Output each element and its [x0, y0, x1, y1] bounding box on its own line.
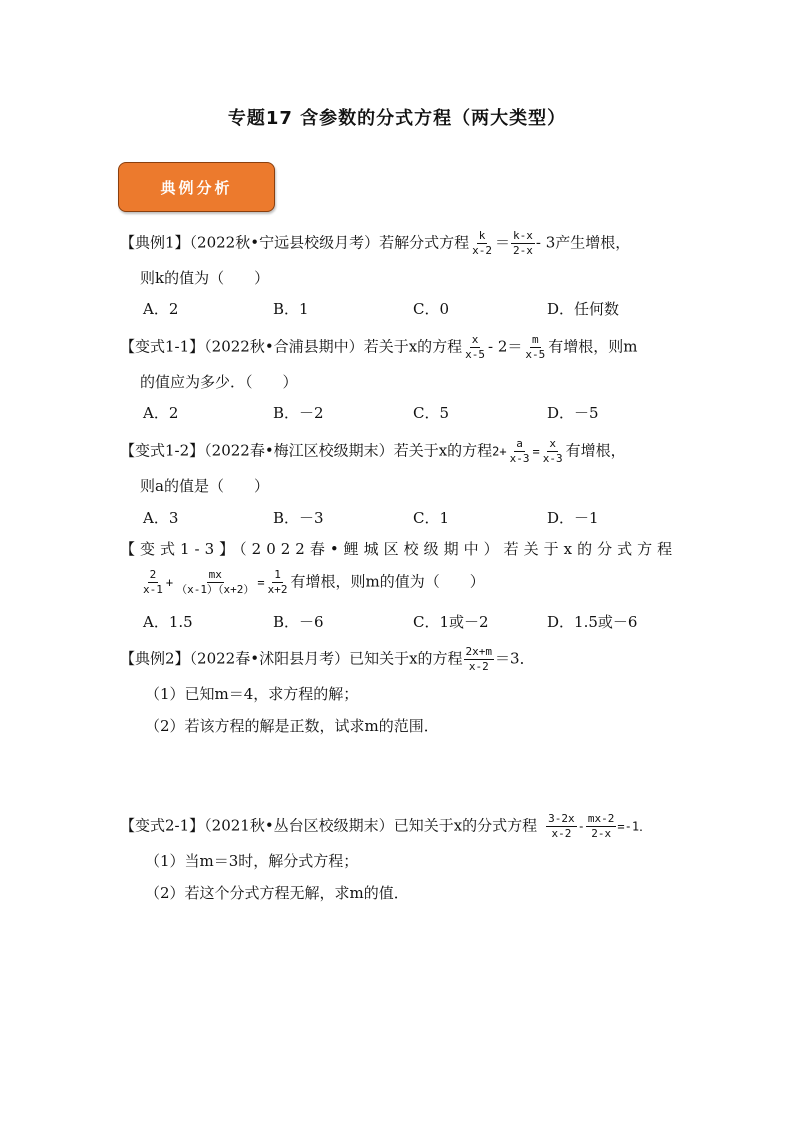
numerator: a — [516, 437, 523, 450]
example-2-source: （2022春•沭阳县月考） — [189, 649, 350, 668]
denominator: x+2 — [267, 583, 288, 596]
fraction — [464, 645, 495, 674]
variant-1-1-question: 的值应为多少．（ ） — [140, 373, 298, 391]
variant-1-2-text: 若关于x的方程 — [393, 441, 493, 460]
option-c: C．1 — [413, 509, 450, 527]
variant-2-1-part-1: （1）当m＝3时，解分式方程； — [145, 852, 359, 870]
equals-sign: ＝ — [494, 233, 510, 252]
numerator: 3-2x — [548, 812, 575, 825]
denominator: 2-x — [512, 244, 533, 257]
variant-2-1-tail: =-1． — [617, 819, 652, 834]
numerator: k-x — [512, 229, 533, 242]
option-b: B．－6 — [273, 613, 324, 631]
option-b: B．－3 — [273, 509, 324, 527]
option-a: A．2 — [143, 404, 179, 422]
variant-1-3-stem: 【变式1-3】（2022春•鲤城区校级期中）若关于x的分式方程 — [120, 540, 678, 558]
option-c: C．0 — [413, 300, 450, 318]
numerator: 2x+m — [465, 645, 493, 658]
numerator: m — [532, 333, 539, 346]
example-2-stem — [120, 645, 535, 674]
variant-1-1-text: 若关于x的方程 — [363, 337, 463, 356]
variant-1-2-stem — [120, 437, 626, 466]
variant-1-1-stem — [120, 333, 638, 362]
example-2-text: 已知关于x的方程 — [349, 649, 463, 668]
variant-2-1-tag: 【变式2-1】 — [120, 816, 205, 835]
option-a: A．3 — [143, 509, 179, 527]
denominator: x-5 — [465, 348, 486, 361]
denominator: 2-x — [591, 827, 612, 840]
numerator: x — [471, 333, 479, 346]
variant-1-1-tag: 【变式1-1】 — [120, 337, 205, 356]
variant-1-3-equation — [140, 568, 485, 597]
variant-2-1-stem — [120, 812, 651, 841]
minus-sign: - — [577, 819, 585, 834]
fraction — [463, 333, 487, 362]
fraction — [266, 568, 290, 597]
denominator: x-5 — [525, 348, 546, 361]
variant-1-3-tail: 有增根，则m的值为（ ） — [290, 572, 485, 591]
option-d: D．－5 — [547, 404, 599, 422]
numerator: mx — [208, 568, 222, 581]
numerator: x — [549, 437, 556, 450]
option-d: D．任何数 — [547, 300, 620, 318]
numerator: mx-2 — [587, 812, 615, 825]
denominator: （x-1）（x+2） — [176, 583, 255, 596]
example-1-text: 若解分式方程 — [379, 233, 470, 252]
equals-sign: = — [532, 444, 540, 459]
example-1-tag: 【典例1】 — [120, 233, 190, 252]
fraction — [546, 812, 577, 841]
fraction — [174, 568, 256, 597]
lead-term: 2+ — [492, 444, 507, 459]
option-b: B．1 — [273, 300, 309, 318]
example-1-stem — [120, 229, 630, 258]
example-1-tail: - 3产生增根， — [535, 233, 631, 252]
variant-2-1-text: 已知关于x的分式方程 — [393, 816, 538, 835]
section-banner: 典例分析 — [118, 162, 275, 212]
numerator: 2 — [149, 568, 157, 581]
example-1-question: 则k的值为（ ） — [140, 269, 270, 287]
option-a: A．1.5 — [143, 613, 193, 631]
numerator: 1 — [274, 568, 281, 581]
variant-1-1-tail: 有增根，则m — [548, 337, 638, 356]
option-c: C．5 — [413, 404, 450, 422]
fraction — [508, 437, 532, 466]
example-2-part-1: （1）已知m＝4，求方程的解； — [145, 685, 359, 703]
denominator: x-2 — [551, 827, 572, 840]
option-c: C．1或－2 — [413, 613, 489, 631]
option-d: D．－1 — [547, 509, 599, 527]
variant-1-2-tag: 【变式1-2】 — [120, 441, 205, 460]
variant-1-2-tail: 有增根， — [565, 441, 626, 460]
denominator: x-2 — [472, 244, 492, 257]
numerator: k — [478, 229, 486, 242]
plus-sign: + — [165, 575, 174, 590]
option-b: B．－2 — [273, 404, 324, 422]
fraction — [470, 229, 494, 258]
variant-2-1-source: （2021秋•丛台区校级期末） — [204, 816, 394, 835]
fraction — [141, 568, 165, 597]
option-d: D．1.5或－6 — [547, 613, 638, 631]
fraction — [586, 812, 617, 841]
example-2-tail: ＝3． — [495, 649, 535, 668]
minus-equals: - 2＝ — [488, 337, 523, 356]
denominator: x-1 — [143, 583, 163, 596]
denominator: x-3 — [542, 452, 563, 465]
denominator: x-3 — [509, 452, 530, 465]
option-a: A．2 — [143, 300, 179, 318]
variant-1-2-source: （2022春•梅江区校级期末） — [204, 441, 394, 460]
example-2-tag: 【典例2】 — [120, 649, 190, 668]
fraction — [511, 229, 535, 258]
fraction — [541, 437, 565, 466]
page-title: 专题17 含参数的分式方程（两大类型） — [227, 108, 567, 129]
variant-1-2-question: 则a的值是（ ） — [140, 477, 269, 495]
denominator: x-2 — [468, 660, 489, 673]
variant-2-1-part-2: （2）若这个分式方程无解，求m的值． — [145, 884, 409, 902]
equals-sign: = — [257, 575, 265, 590]
example-2-part-2: （2）若该方程的解是正数，试求m的范围． — [145, 717, 439, 735]
fraction — [523, 333, 547, 362]
example-1-source: （2022秋•宁远县校级月考） — [189, 233, 380, 252]
variant-1-1-source: （2022秋•合浦县期中） — [204, 337, 364, 356]
